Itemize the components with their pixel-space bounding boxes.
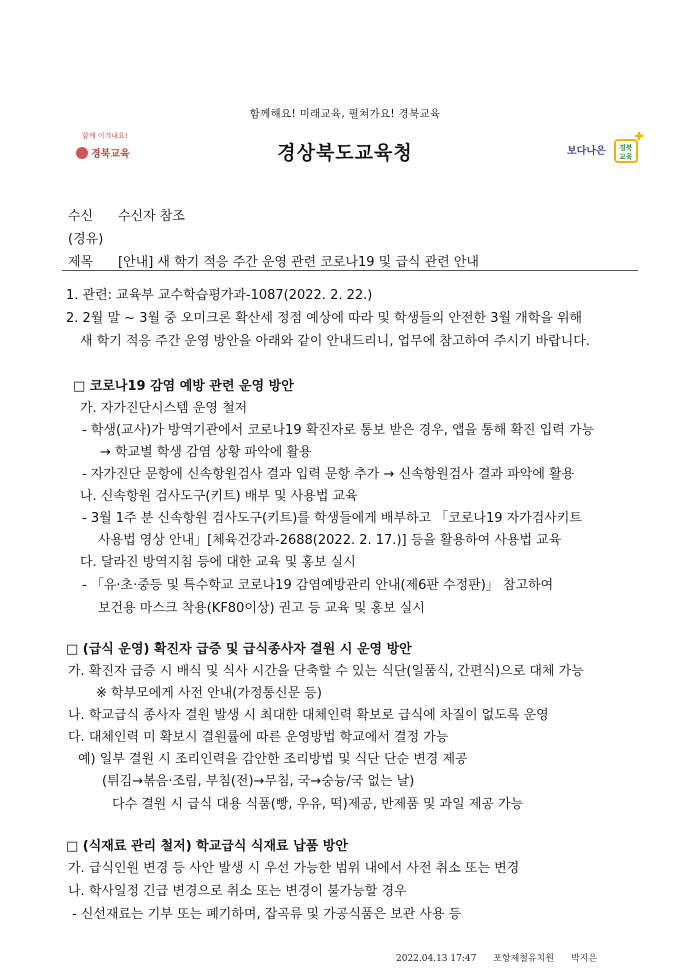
slogan: 함께해요! 미래교육, 펼쳐가요! 경북교육 (249, 108, 441, 120)
section-line: 다. 달라진 방역지침 등에 대한 교육 및 홍보 실시 (80, 555, 356, 570)
subject-value: [안내] 새 학기 적응 주간 운영 관련 코로나19 및 급식 관련 안내 (118, 255, 479, 270)
section-line: - 학생(교사)가 방역기관에서 코로나19 확진자로 통보 받은 경우, 앱을 통해 확진 입력 가능 (82, 423, 595, 438)
section-line: 가. 확진자 급증 시 배식 및 식사 시간을 단축할 수 있는 식단(일품식, 간편식)으로 대체 가능 (68, 664, 584, 679)
intro-line: 1. 관련: 교육부 교수학습평가과-1087(2022. 2. 22.) (66, 288, 373, 303)
section-title: □ (식재료 관리 철저) 학교급식 식재료 납품 방안 (66, 839, 348, 854)
section-line: - 자가진단 문항에 신속항원검사 결과 입력 문항 추가 → 신속항원검사 결과 파악에 활용 (82, 467, 575, 482)
page-title: 경상북도교육청 (277, 142, 413, 164)
section-line: 나. 학교급식 종사자 결원 발생 시 최대한 대체인력 확보로 급식에 차질이 없도록 운영 (68, 708, 549, 723)
section-title: □ 코로나19 감염 예방 관련 운영 방안 (73, 379, 294, 394)
footer-datetime: 2022.04.13 17:47 (396, 954, 477, 964)
footer-stamp (396, 951, 611, 964)
subject-label: 제목 (68, 255, 94, 270)
intro-line: 새 학기 적응 주간 운영 방안을 아래와 같이 안내드리니, 업무에 참고하여 주시기 바랍니다. (80, 334, 590, 349)
intro-line: 2. 2월 말 ~ 3월 중 오미크론 확산세 정점 예상에 따라 및 학생들의 안전한 3월 개학을 위해 (66, 311, 583, 326)
section-line: 가. 자가진단시스템 운영 철저 (80, 401, 248, 416)
footer-school: 포항제철유치원 (493, 954, 555, 964)
section-line: - 「유·초·중등 및 특수학교 코로나19 감염예방관리 안내(제6판 수정판)」 참고하여 (82, 578, 554, 593)
header-divider (62, 270, 638, 271)
section-line: 사용법 영상 안내」[체육건강과-2688(2022. 2. 17.)] 등을 활용하여 사용법 교육 (98, 533, 562, 548)
section-line: 보건용 마스크 착용(KF80이상) 권고 등 교육 및 홍보 실시 (98, 601, 425, 616)
section-line: 나. 신속항원 검사도구(키트) 배부 및 사용법 교육 (80, 489, 358, 504)
section-line: 가. 급식인원 변경 등 사안 발생 시 우선 가능한 범위 내에서 사전 취소 또는 변경 (68, 861, 520, 876)
via-label: (경유) (68, 232, 104, 247)
right-logo-wordmark: 보다나은 (567, 146, 606, 157)
plus-icon (635, 132, 643, 140)
left-logo-tagline: 함께 이겨내요! (82, 132, 128, 140)
section-line: - 3월 1주 분 신속항원 검사도구(키트)를 학생들에게 배부하고 「코로나19 자가검사키트 (82, 511, 582, 526)
section-line: - 신선재료는 기부 또는 폐기하며, 잡곡류 및 가공식품은 보관 사용 등 (72, 907, 462, 922)
recipient-label: 수신 (68, 209, 94, 224)
section-title: □ (급식 운영) 확진자 급증 및 급식종사자 결원 시 운영 방안 (66, 642, 412, 657)
right-logo-text-1: 경북 (619, 144, 633, 152)
section-line: → 학교별 학생 감염 상황 파악에 활용 (100, 445, 312, 460)
recipient-value: 수신자 참조 (118, 209, 185, 224)
section-line: (튀김→볶음·조림, 부침(전)→무침, 국→숭늉/국 없는 날) (102, 774, 415, 789)
section-line: 다수 결원 시 급식 대용 식품(빵, 우유, 떡)제공, 반제품 및 과일 제공 가능 (112, 797, 524, 812)
section-line: 예) 일부 결원 시 조리인력을 감안한 조리방법 및 식단 단순 변경 제공 (78, 752, 468, 767)
footer-person: 박지은 (570, 954, 598, 964)
left-logo-wordmark: 경북교육 (91, 149, 130, 160)
better-education-logo (565, 130, 645, 170)
section-line: ※ 학부모에게 사전 안내(가정통신문 등) (96, 686, 322, 701)
section-line: 나. 학사일정 긴급 변경으로 취소 또는 변경이 불가능할 경우 (68, 884, 407, 899)
right-logo-text-2: 교육 (619, 153, 633, 161)
section-line: 다. 대체인력 미 확보시 결원률에 따른 운영방법 학교에서 결정 가능 (68, 730, 449, 745)
